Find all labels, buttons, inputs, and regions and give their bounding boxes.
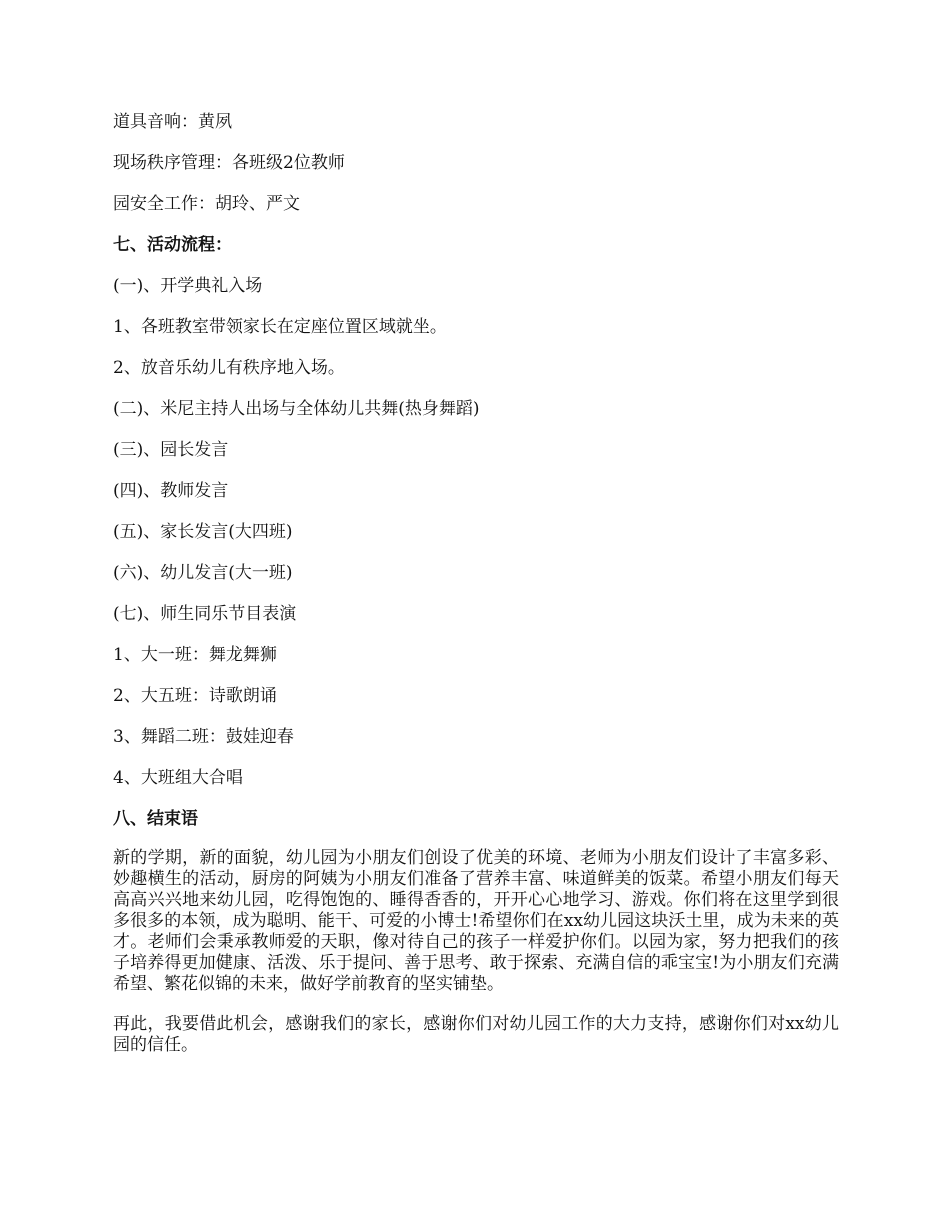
flow-item: 2、大五班：诗歌朗诵 <box>113 686 277 706</box>
flow-item: (七)、师生同乐节目表演 <box>113 604 297 624</box>
flow-item: 4、大班组大合唱 <box>113 768 243 788</box>
flow-item: (一)、开学典礼入场 <box>113 276 263 296</box>
flow-item: 2、放音乐幼儿有秩序地入场。 <box>113 358 345 378</box>
flow-item: (二)、米尼主持人出场与全体幼儿共舞(热身舞蹈) <box>113 399 480 419</box>
thanks-paragraph: 再此，我要借此机会，感谢我们的家长，感谢你们对幼儿园工作的大力支持，感谢你们对xx幼儿园的信任。 <box>113 1014 839 1055</box>
staff-line-safety: 园安全工作：胡玲、严文 <box>113 194 300 214</box>
staff-line-props-sound: 道具音响：黄夙 <box>113 112 232 132</box>
flow-item: (三)、园长发言 <box>113 440 229 460</box>
section-heading-closing: 八、结束语 <box>113 809 198 829</box>
flow-item: 1、大一班：舞龙舞狮 <box>113 645 277 665</box>
closing-paragraph: 新的学期，新的面貌，幼儿园为小朋友们创设了优美的环境、老师为小朋友们设计了丰富多彩、妙趣横生的活动，厨房的阿姨为小朋友们准备了营养丰富、味道鲜美的饭菜。希望小朋友们每天高高兴兴地来幼儿园，吃得饱饱的、睡得香香的，开开心心地学习、游戏。你们将在这里学到很多很多的本领，成为聪明、能干、可爱的小博士!希望你们在xx幼儿园这块沃土里，成为未来的英才。老师们会秉承教师爱的天职，像对待自己的孩子一样爱护你们。以园为家，努力把我们的孩子培养得更加健康、活泼、乐于提问、善于思考、敢于探索、充满自信的乖宝宝!为小朋友们充满希望、繁花似锦的未来，做好学前教育的坚实铺垫。 <box>113 848 839 994</box>
section-heading-activity-flow: 七、活动流程： <box>113 235 232 255</box>
flow-item: (四)、教师发言 <box>113 481 229 501</box>
flow-item: 3、舞蹈二班：鼓娃迎春 <box>113 727 294 747</box>
staff-line-order-management: 现场秩序管理：各班级2位教师 <box>113 153 345 173</box>
document-page <box>113 110 839 1075</box>
flow-item: 1、各班教室带领家长在定座位置区域就坐。 <box>113 317 447 337</box>
flow-item: (六)、幼儿发言(大一班) <box>113 563 293 583</box>
flow-item: (五)、家长发言(大四班) <box>113 522 293 542</box>
